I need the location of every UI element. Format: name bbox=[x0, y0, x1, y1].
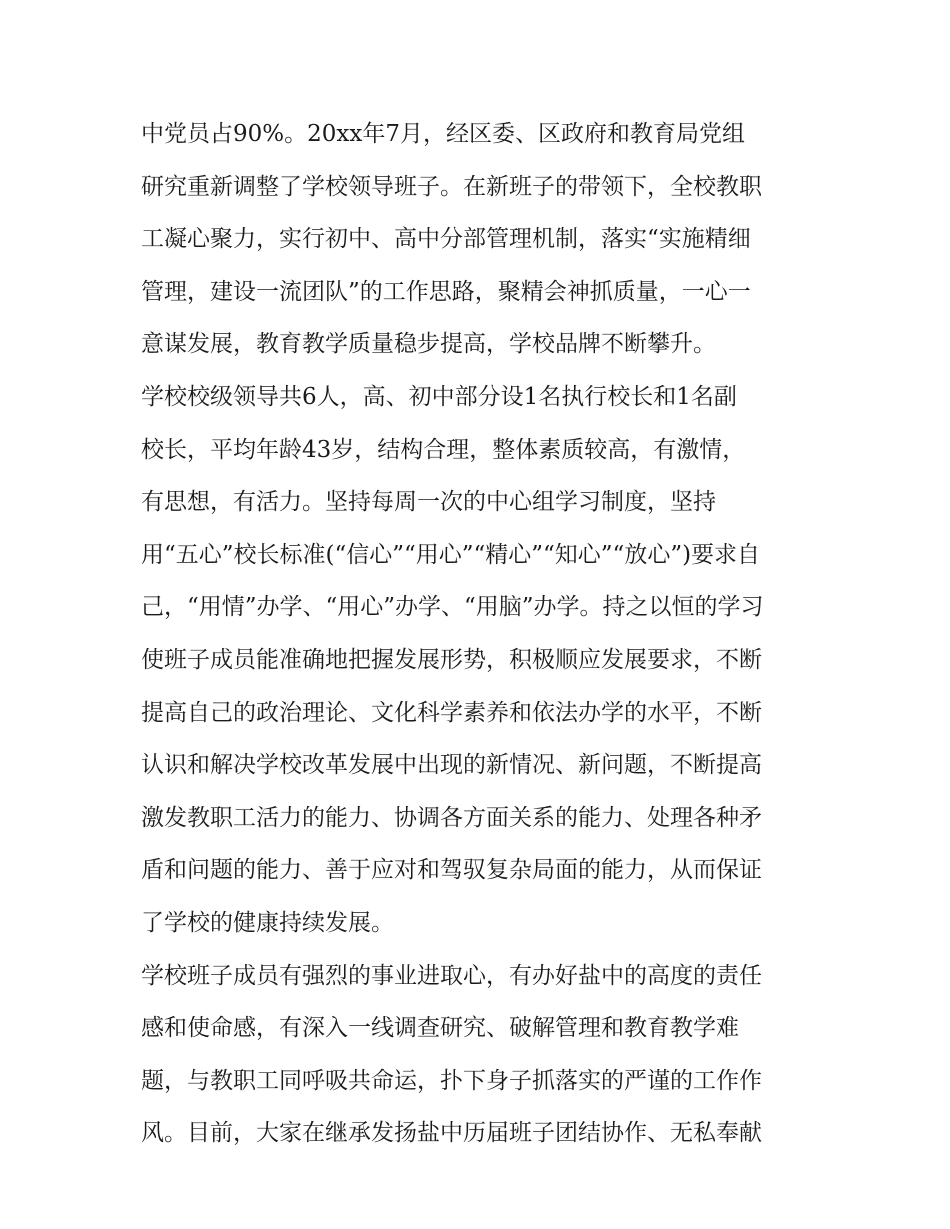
text-line: 题，与教职工同呼吸共命运，扑下身子抓落实的严谨的工作作 bbox=[141, 1067, 762, 1094]
text-line: 校长，平均年龄43岁，结构合理，整体素质较高，有激情， bbox=[141, 436, 746, 463]
text-line: 研究重新调整了学校领导班子。在新班子的带领下，全校教职 bbox=[141, 173, 762, 200]
text-line: 用“五心”校长标准(“信心”“用心”“精心”“知心”“放心”)要求自 bbox=[141, 541, 761, 568]
text-line: 学校校级领导共6人，高、初中部分设1名执行校长和1名副 bbox=[141, 383, 737, 410]
text-line: 认识和解决学校改革发展中出现的新情况、新问题，不断提高 bbox=[141, 752, 762, 779]
text-line: 己，“用情”办学、“用心”办学、“用脑”办学。持之以恒的学习 bbox=[141, 594, 764, 621]
text-line: 工凝心聚力，实行初中、高中分部管理机制，落实“实施精细 bbox=[141, 226, 751, 253]
text-line: 意谋发展，教育教学质量稳步提高，学校品牌不断攀升。 bbox=[141, 331, 716, 358]
text-line: 风。目前，大家在继承发扬盐中历届班子团结协作、无私奉献 bbox=[141, 1120, 762, 1147]
text-line: 中党员占90%。20xx年7月，经区委、区政府和教育局党组 bbox=[141, 121, 745, 147]
text-line: 感和使命感，有深入一线调查研究、破解管理和教育教学难 bbox=[141, 1015, 739, 1042]
text-line: 了学校的健康持续发展。 bbox=[141, 909, 394, 936]
text-line: 盾和问题的能力、善于应对和驾驭复杂局面的能力，从而保证 bbox=[141, 857, 762, 884]
text-line: 激发教职工活力的能力、协调各方面关系的能力、处理各种矛 bbox=[141, 804, 762, 831]
body-text bbox=[141, 108, 813, 1160]
text-line: 管理，建设一流团队”的工作思路，聚精会神抓质量，一心一 bbox=[141, 278, 751, 305]
text-line: 学校班子成员有强烈的事业进取心，有办好盐中的高度的责任 bbox=[141, 962, 762, 989]
text-line: 有思想，有活力。坚持每周一次的中心组学习制度，坚持 bbox=[141, 489, 716, 516]
text-line: 使班子成员能准确地把握发展形势，积极顺应发展要求，不断 bbox=[141, 646, 762, 673]
text-line: 提高自己的政治理论、文化科学素养和依法办学的水平，不断 bbox=[141, 699, 762, 726]
